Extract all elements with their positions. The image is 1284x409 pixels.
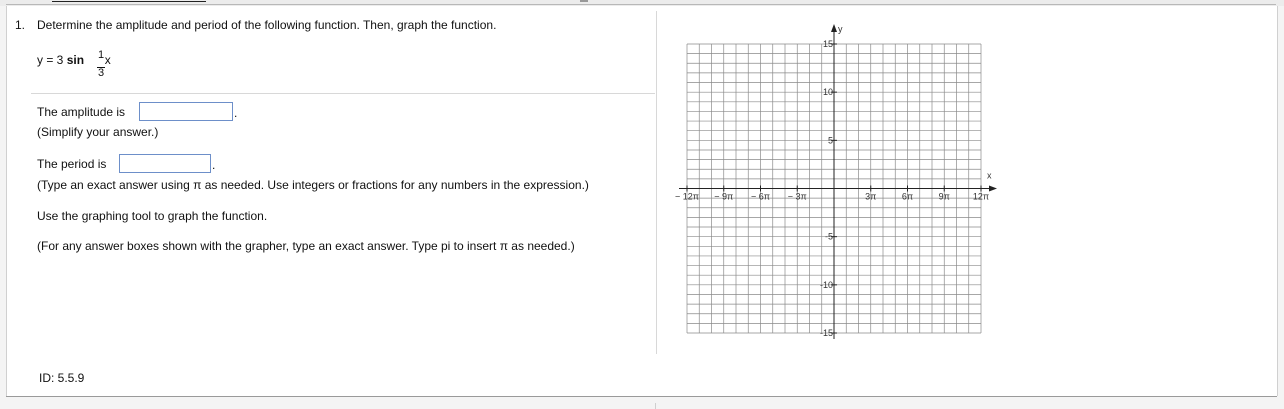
period-input[interactable] <box>119 154 211 173</box>
bottom-tick <box>655 403 656 409</box>
x-tick-label: 9π <box>938 191 950 202</box>
y-tick-label: -15 <box>819 328 833 338</box>
x-tick-label: 6π <box>901 191 914 202</box>
amplitude-hint: (Simplify your answer.) <box>37 125 159 139</box>
function-prefix: y = 3 <box>37 53 64 67</box>
fraction-numerator: 1 <box>97 49 105 61</box>
period-hint: (Type an exact answer using π as needed. Use integers or fractions for any numbers in the expression.) <box>37 178 589 192</box>
top-underline <box>52 1 206 2</box>
top-tick <box>580 0 588 2</box>
function-variable: x <box>104 53 111 67</box>
y-tick-label: 15 <box>822 39 833 49</box>
amplitude-label: The amplitude is <box>37 105 126 119</box>
amplitude-input[interactable] <box>139 102 233 121</box>
x-tick-label: − 6π <box>751 191 770 202</box>
axes <box>679 24 997 339</box>
answer-box-note: (For any answer boxes shown with the grapher, type an exact answer. Type pi to insert π as needed.) <box>37 239 575 253</box>
y-axis-label: y <box>838 24 843 34</box>
question-number: 1. <box>15 18 26 32</box>
y-tick-label: 5 <box>827 135 833 146</box>
question-prompt: Determine the amplitude and period of the following function. Then, graph the function. <box>37 18 497 32</box>
graph-instructions: Use the graphing tool to graph the function. <box>37 209 268 223</box>
graphing-tool[interactable] <box>663 12 1003 344</box>
function-name: sin <box>66 53 85 67</box>
question-id: ID: 5.5.9 <box>39 371 85 385</box>
x-tick-label: 3π <box>865 191 877 202</box>
question-panel <box>6 6 1278 396</box>
section-divider <box>31 93 655 94</box>
x-tick-label: − 12π <box>675 191 699 202</box>
y-tick-label: -10 <box>819 279 833 290</box>
y-tick-label: 10 <box>822 87 833 98</box>
x-tick-label: − 3π <box>787 191 807 202</box>
y-axis-arrow <box>831 24 837 32</box>
period-period-mark: . <box>212 158 216 172</box>
y-tick-label: -5 <box>824 231 833 242</box>
function-expression <box>37 49 111 79</box>
x-axis-arrow <box>989 186 997 192</box>
period-label: The period is <box>37 157 107 171</box>
panel-divider <box>656 11 657 354</box>
x-tick-label: 12π <box>972 191 990 202</box>
x-tick-label: − 9π <box>714 191 734 202</box>
amplitude-period-mark: . <box>234 106 238 120</box>
panel-bottom-border <box>6 396 1277 397</box>
fraction-denominator: 3 <box>97 67 105 79</box>
x-axis-label: x <box>987 170 992 181</box>
